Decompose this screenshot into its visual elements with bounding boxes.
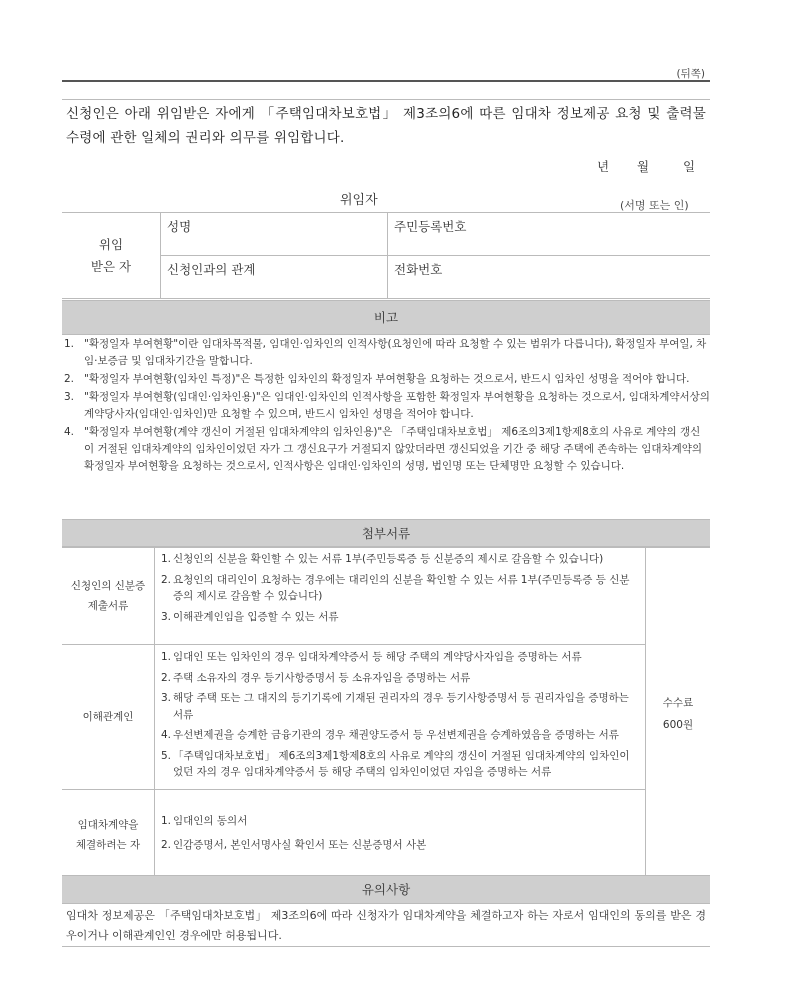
phone-label: 전화번호 xyxy=(394,262,443,277)
date-month: 월 xyxy=(637,159,650,174)
remarks-header: 비고 xyxy=(62,300,710,335)
attachments-table xyxy=(62,546,710,882)
contract-party-list xyxy=(155,789,646,881)
relation-label: 신청인과의 관계 xyxy=(167,262,256,277)
name-label: 성명 xyxy=(167,219,192,234)
remark-item: 3. "확정일자 부여현황(임대인·임차인용)"은 임대인·임차인의 인적사항을 포함한 확정일자 부여현황을 요청하는 것으로서, 임대차계약서상의 계약당사자(임대인·임차인)만 요청할 수 있으며, 반드시 임차인 성명을 적어야 합니다. xyxy=(64,391,710,420)
attachments-header: 첨부서류 xyxy=(62,519,710,548)
remarks-list xyxy=(62,336,710,476)
signature-hint: (서명 또는 인) xyxy=(620,199,689,212)
resident-no-label: 주민등록번호 xyxy=(394,219,467,234)
delegate-row-label xyxy=(62,213,161,299)
list-item: 1. 임대인의 동의서 xyxy=(161,814,248,827)
list-item: 3. 해당 주택 또는 그 대지의 등기기록에 기재된 권리자의 경우 등기사항증명서 등 권리자임을 증명하는 서류 xyxy=(161,692,629,721)
list-item: 4. 우선변제권을 승계한 금융기관의 경우 채권양도증서 등 우선변제권을 승계하였음을 증명하는 서류 xyxy=(161,729,619,741)
delegate-label-line1: 위임 xyxy=(98,236,124,252)
caution-text: 임대차 정보제공은 「주택임대차보호법」 제3조의6에 따라 신청자가 임대차계약을 체결하고자 하는 자로서 임대인의 동의를 받은 경우이거나 이해관계인인 경우에만 허용됩니다. xyxy=(66,909,706,942)
list-item: 2. 인감증명서, 본인서명사실 확인서 또는 신분증명서 사본 xyxy=(161,839,427,851)
remark-item: 1. "확정일자 부여현황"이란 임대차목적물, 임대인·임차인의 인적사항(요청인에 따라 요청할 수 있는 범위가 다릅니다), 확정일자 부여일, 차임·보증금 및 임대차기간을 말합니다. xyxy=(64,338,707,367)
top-rule xyxy=(62,80,710,82)
delegator-label: 위임자 xyxy=(340,193,378,208)
list-item: 2. 주택 소유자의 경우 등기사항증명서 등 소유자임을 증명하는 서류 xyxy=(161,671,471,684)
relation-field[interactable] xyxy=(161,256,388,299)
fee-cell xyxy=(646,547,711,882)
phone-field[interactable] xyxy=(388,256,711,299)
resident-no-field[interactable] xyxy=(388,213,711,256)
list-item: 3. 이해관계인임을 입증할 수 있는 서류 xyxy=(161,610,339,623)
interested-party-list xyxy=(155,645,646,790)
remark-item: 4. "확정일자 부여현황(계약 갱신이 거절된 임대차계약의 임차인용)"은 「주택임대차보호법」 제6조의3제1항제8호의 사유로 계약의 갱신이 거절된 임대차계약의 임차인이었던 자가 그 갱신요구가 거절되지 않았더라면 갱신되었을 기간 중 해당 주택에 존속하는 임대차계약의 확정일자 부여현황을 요청하는 것으로서, 인적사항은 임대인·임차인의 성명, 법인명 또는 단체명만 요청할 수 있습니다. xyxy=(64,426,703,472)
list-item: 1. 임대인 또는 임차인의 경우 임대차계약증서 등 해당 주택의 계약당사자임을 증명하는 서류 xyxy=(161,651,582,663)
intro-rule xyxy=(62,99,710,100)
delegate-label-line2: 받은 자 xyxy=(90,258,132,274)
date-year: 년 xyxy=(597,159,610,174)
fee-label: 수수료 xyxy=(662,696,694,709)
id-docs-label: 신청인의 신분증 제출서류 xyxy=(62,547,155,645)
list-item: 2. 요청인의 대리인이 요청하는 경우에는 대리인의 신분을 확인할 수 있는 서류 1부(주민등록증 등 신분증의 제시로 갈음할 수 있습니다) xyxy=(161,573,630,602)
back-page-label: (뒤쪽) xyxy=(676,68,705,80)
interested-party-label: 이해관계인 xyxy=(62,645,155,790)
name-field[interactable] xyxy=(161,213,388,256)
caution-header: 유의사항 xyxy=(62,875,710,904)
fee-value: 600원 xyxy=(662,718,694,731)
intro-paragraph: 신청인은 아래 위임받은 자에게 「주택임대차보호법」 제3조의6에 따른 임대차 정보제공 요청 및 출력물 수령에 관한 일체의 권리와 의무를 위임합니다. xyxy=(66,106,706,146)
bottom-rule xyxy=(62,946,710,947)
id-docs-list xyxy=(155,547,646,645)
list-item: 1. 신청인의 신분을 확인할 수 있는 서류 1부(주민등록증 등 신분증의 제시로 갈음할 수 있습니다) xyxy=(161,553,604,565)
contract-party-label: 임대차계약을 체결하려는 자 xyxy=(62,789,155,881)
list-item: 5. 「주택임대차보호법」 제6조의3제1항제8호의 사유로 계약의 갱신이 거절된 임대차계약의 임차인이었던 자의 경우 임대차계약증서 등 해당 주택의 임차인이었던 자임을 증명하는 서류 xyxy=(161,749,630,778)
delegate-table xyxy=(62,212,710,299)
date-day: 일 xyxy=(683,159,696,174)
remark-item: 2. "확정일자 부여현황(임차인 특정)"은 특정한 임차인의 확정일자 부여현황을 요청하는 것으로서, 반드시 임차인 성명을 적어야 합니다. xyxy=(64,373,690,385)
